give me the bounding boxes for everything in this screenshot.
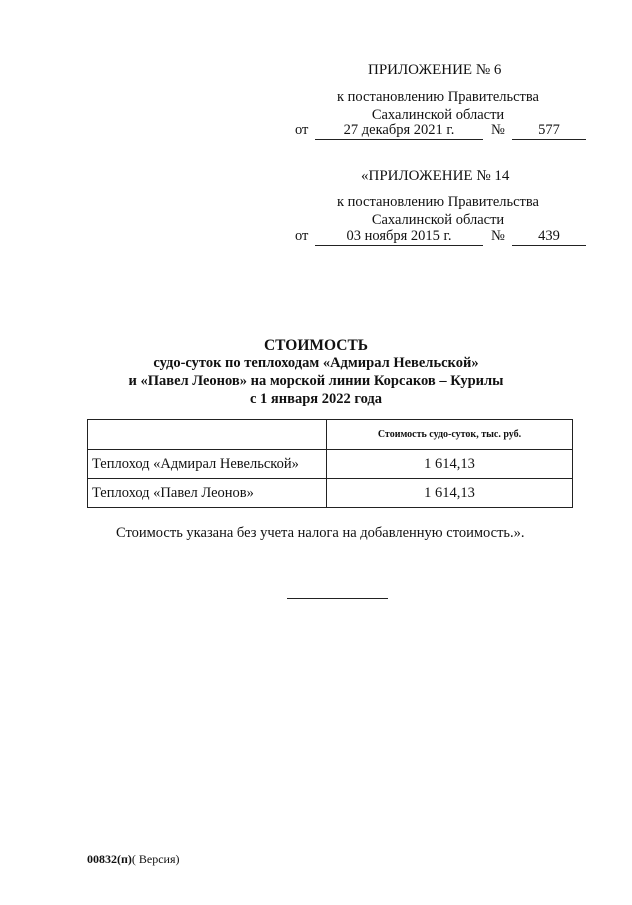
appendix-14-basis [288, 193, 588, 229]
table-header-cell-empty [88, 420, 327, 450]
appendix-14-title: «ПРИЛОЖЕНИЕ № 14 [361, 168, 510, 184]
table-cell-vessel: Теплоход «Павел Леонов» [88, 479, 327, 508]
cost-table [87, 419, 573, 508]
vat-note: Стоимость указана без учета налога на добавленную стоимость.». [116, 525, 525, 541]
document-footer [87, 852, 180, 867]
appendix-14-line1: к постановлению Правительства [337, 194, 539, 210]
table-cell-cost: 1 614,13 [327, 479, 573, 508]
table-cell-cost: 1 614,13 [327, 450, 573, 479]
appendix-14-number: 439 [512, 228, 586, 246]
document-subtitle-line1: судо-суток по теплоходам «Адмирал Невельской» [153, 355, 479, 371]
appendix-6-number-label: № [491, 122, 505, 138]
appendix-14-number-label: № [491, 228, 505, 244]
table-row [88, 450, 573, 479]
appendix-6-basis [288, 88, 588, 124]
document-subtitle-line3: с 1 января 2022 года [249, 391, 382, 407]
appendix-6-title: ПРИЛОЖЕНИЕ № 6 [368, 62, 502, 78]
table-cell-vessel: Теплоход «Адмирал Невельской» [88, 450, 327, 479]
document-version: ( Версия) [131, 852, 180, 866]
appendix-6-number: 577 [512, 122, 586, 140]
appendix-6-from-label: от [295, 122, 309, 138]
appendix-14-line2: Сахалинской области [371, 212, 505, 228]
document-code: 00832(п) [87, 852, 132, 866]
table-header-row [88, 420, 573, 450]
appendix-6-date: 27 декабря 2021 г. [315, 122, 483, 140]
table-row [88, 479, 573, 508]
appendix-6-line1: к постановлению Правительства [337, 89, 539, 105]
document-subtitle-line2: и «Павел Леонов» на морской линии Корсаков – Курилы [128, 373, 504, 389]
table-header-cell-cost: Стоимость судо-суток, тыс. руб. [327, 420, 573, 450]
separator-line [287, 598, 388, 599]
appendix-14-date: 03 ноября 2015 г. [315, 228, 483, 246]
appendix-14-from-label: от [295, 228, 309, 244]
document-title: СТОИМОСТЬ [263, 337, 369, 354]
appendix-6-line2: Сахалинской области [371, 107, 505, 123]
